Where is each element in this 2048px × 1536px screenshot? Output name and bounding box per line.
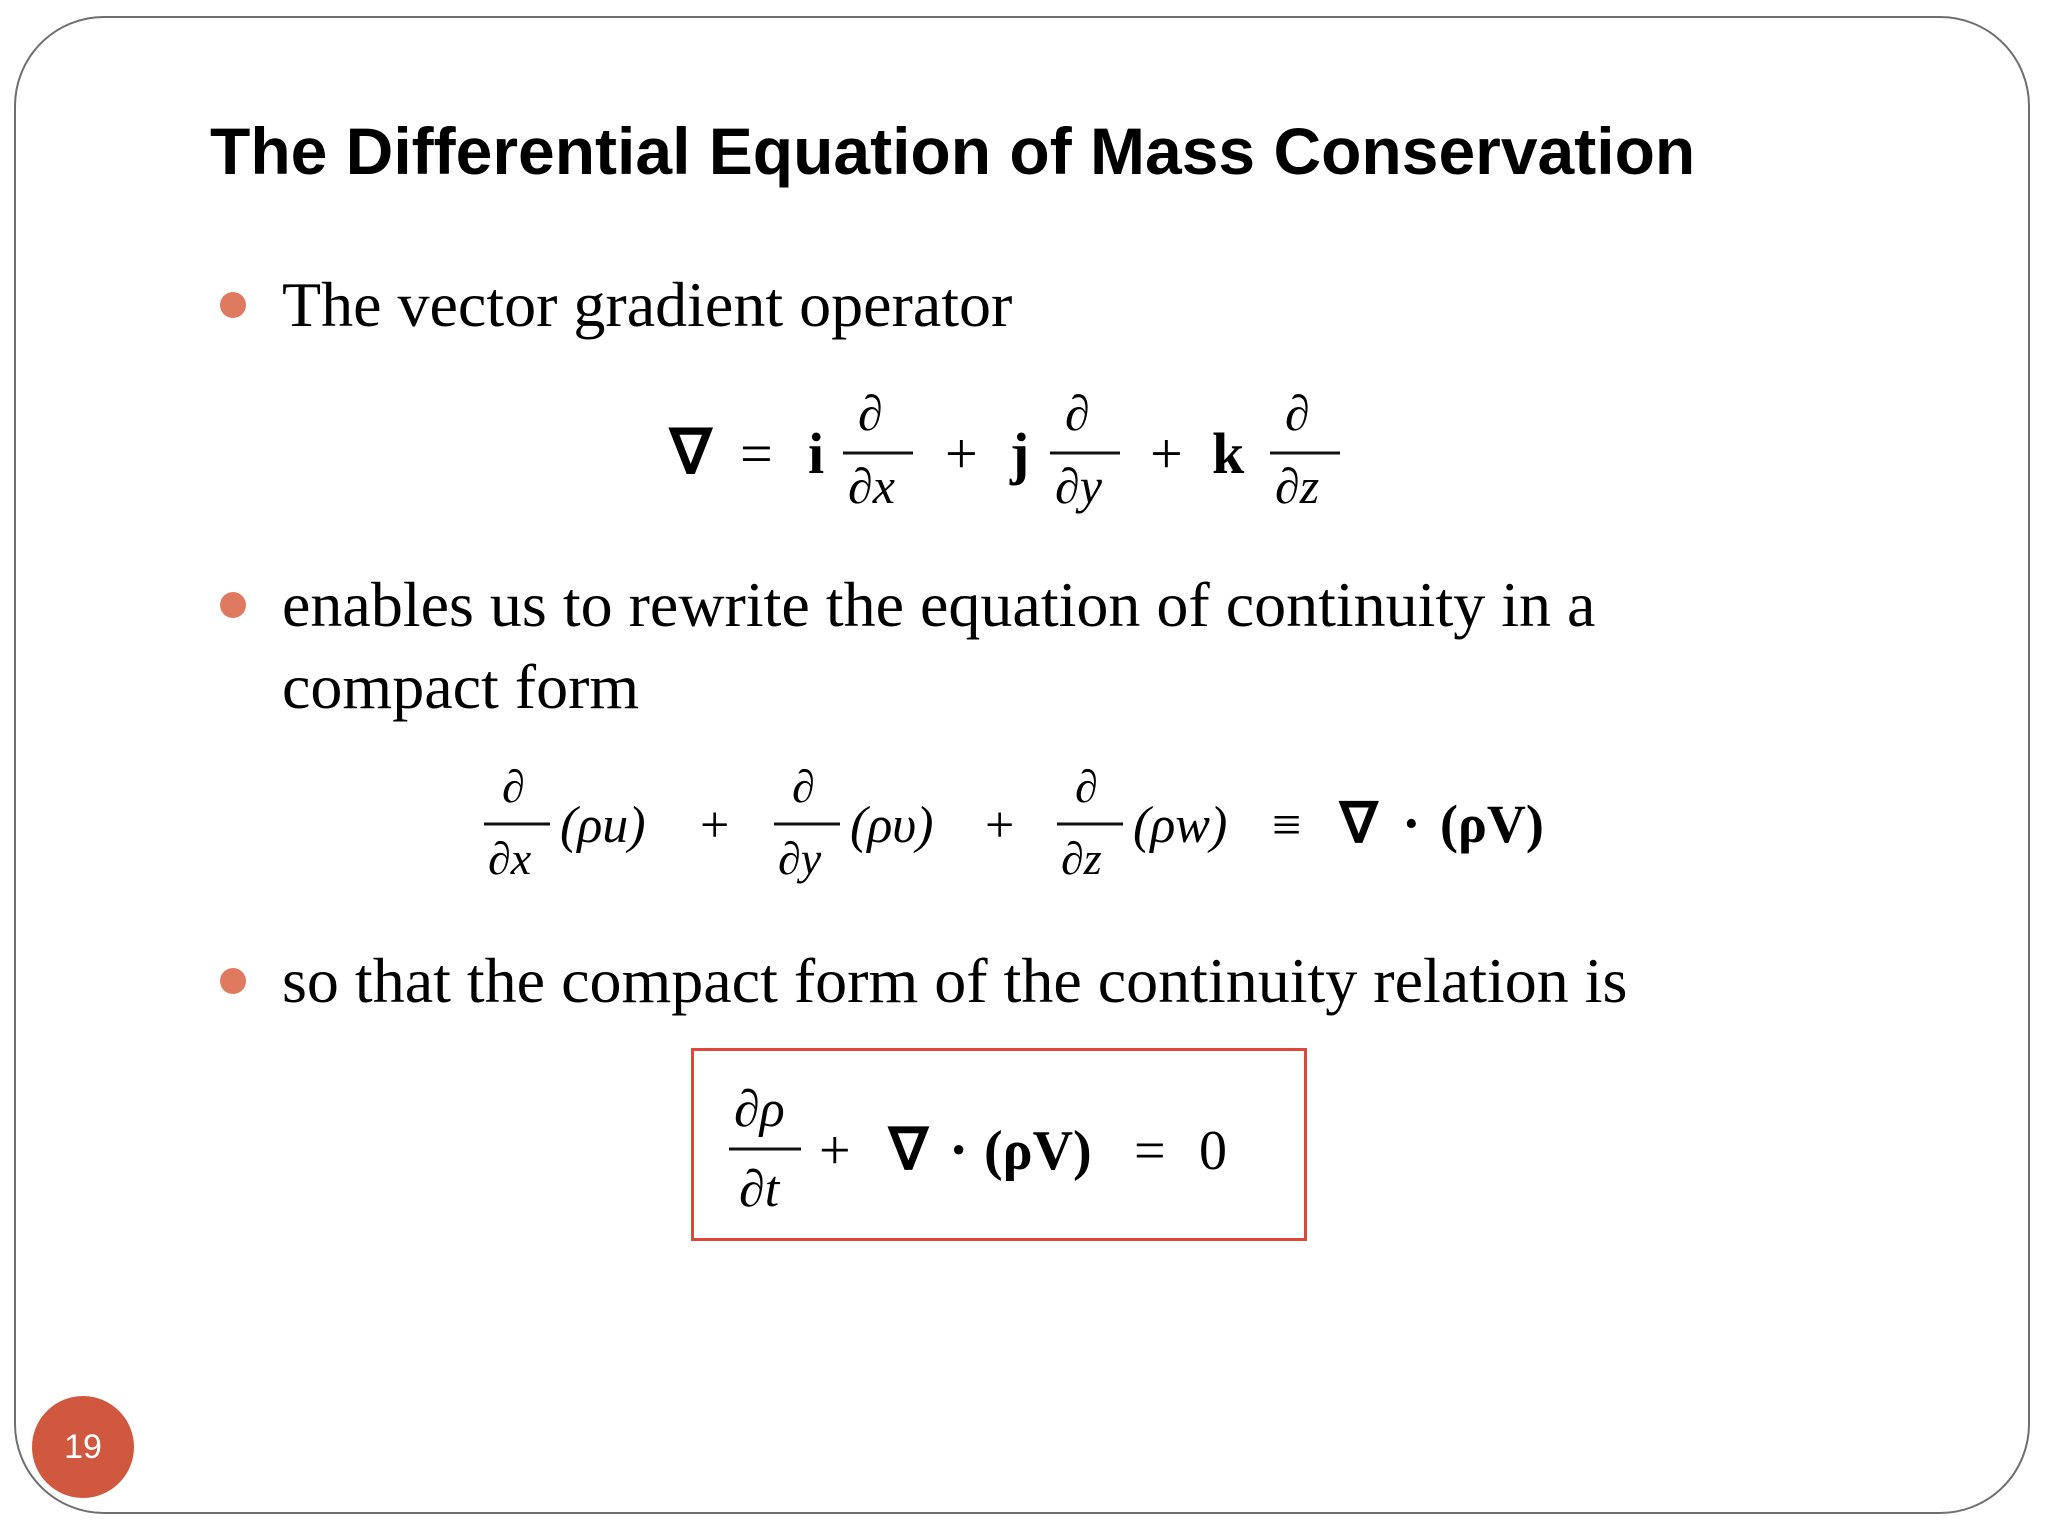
- bullet-dot: [220, 592, 246, 618]
- bullet-text-continuation: compact form: [282, 651, 640, 722]
- unit-i: i: [808, 421, 825, 486]
- nabla-symbol: ∇: [670, 419, 712, 487]
- plus-sign: +: [945, 421, 978, 486]
- plus-sign: +: [1150, 421, 1183, 486]
- divergence-equation-svg: [470, 752, 1600, 912]
- unit-k: k: [1212, 421, 1245, 486]
- rho-V-term: (ρV): [984, 1120, 1092, 1182]
- partial-rho-numerator: ∂ρ: [734, 1081, 785, 1138]
- bullet-text: enables us to rewrite the equation of continuity in a: [282, 569, 1596, 640]
- equals-sign: =: [740, 421, 773, 486]
- partial-numerator: ∂: [502, 761, 525, 812]
- zero-value: 0: [1199, 1120, 1227, 1182]
- partial-denominator-y: ∂y: [778, 833, 822, 884]
- partial-numerator: ∂: [792, 761, 815, 812]
- plus-sign: +: [985, 797, 1015, 854]
- partial-numerator: ∂: [1285, 385, 1310, 441]
- continuity-equation-box: [691, 1048, 1307, 1241]
- bullet-dot: [220, 292, 246, 318]
- partial-denominator-z: ∂z: [1061, 833, 1102, 884]
- rho-v-term: (ρυ): [850, 797, 934, 854]
- continuity-equation-svg: [694, 1051, 1310, 1244]
- equals-sign: =: [1134, 1120, 1166, 1182]
- partial-numerator: ∂: [1065, 385, 1090, 441]
- gradient-equation-svg: [660, 380, 1360, 550]
- nabla-symbol: ∇: [1340, 793, 1378, 855]
- nabla-symbol: ∇: [889, 1117, 928, 1182]
- bullet-dot: [220, 968, 246, 994]
- page-number-badge: [32, 1396, 134, 1498]
- slide-title: The Differential Equation of Mass Conservation: [210, 114, 1696, 188]
- divergence-identity-equation: [470, 752, 1600, 912]
- equivalence-sign: ≡: [1272, 797, 1302, 854]
- unit-j: j: [1010, 421, 1030, 486]
- rho-u-term: (ρu): [560, 797, 646, 854]
- rho-w-term: (ρw): [1133, 797, 1228, 854]
- partial-t-denominator: ∂t: [739, 1161, 780, 1218]
- plus-sign: +: [700, 797, 730, 854]
- partial-numerator: ∂: [1075, 761, 1098, 812]
- plus-sign: +: [819, 1120, 851, 1182]
- dot-operator: ·: [1402, 793, 1421, 855]
- bullet-text: The vector gradient operator: [282, 269, 1013, 340]
- page-number: 19: [64, 1427, 102, 1466]
- partial-denominator-x: ∂x: [848, 458, 895, 514]
- partial-denominator-x: ∂x: [488, 833, 532, 884]
- bullet-text: so that the compact form of the continuity relation is: [282, 945, 1628, 1016]
- partial-denominator-y: ∂y: [1055, 458, 1102, 514]
- dot-operator: ·: [949, 1117, 969, 1182]
- gradient-operator-equation: [660, 380, 1360, 550]
- partial-numerator: ∂: [858, 385, 883, 441]
- partial-denominator-z: ∂z: [1275, 458, 1320, 514]
- rho-V-term: (ρV): [1440, 794, 1544, 854]
